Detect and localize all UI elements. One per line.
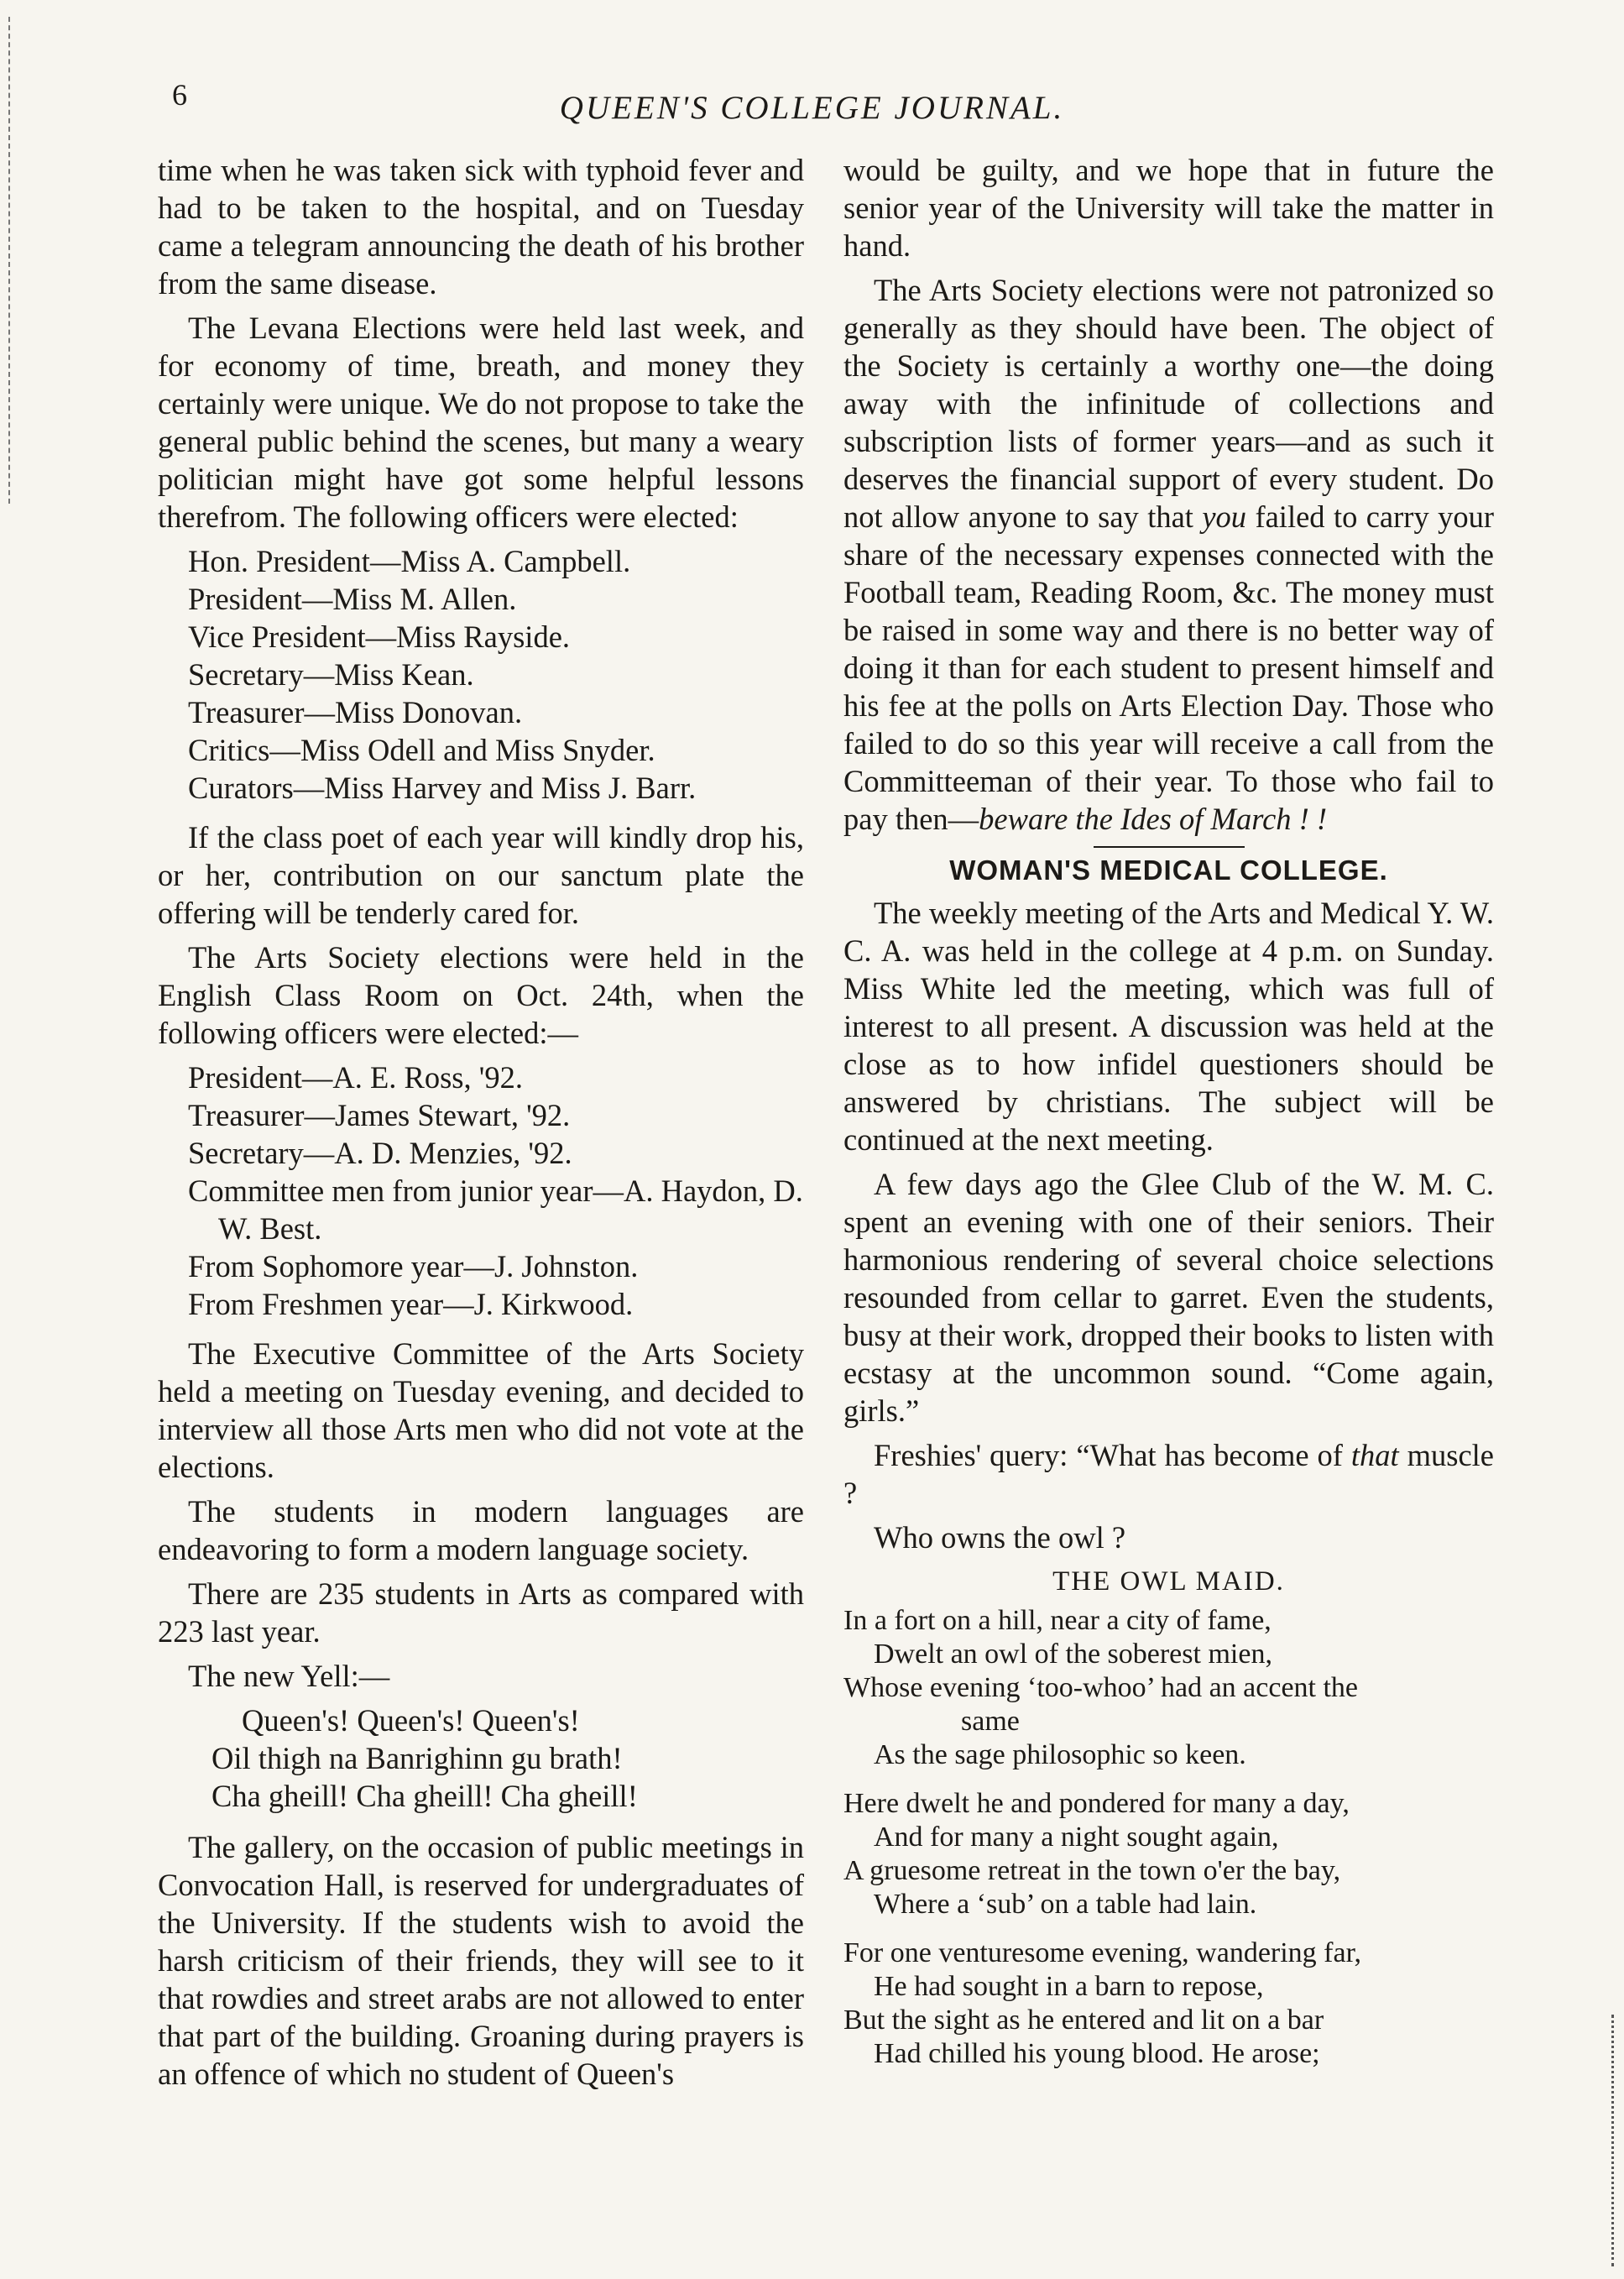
list-item: Hon. President—Miss A. Campbell. [188,544,631,578]
paragraph-arts-society [843,271,1494,838]
paragraph-freshies-query [843,1436,1494,1512]
poem-line: For one venturesome evening, wandering far, [843,1937,1362,1968]
scan-edge-marks-right [1605,2015,1614,2266]
poem-line: In a fort on a hill, near a city of fame, [843,1605,1272,1636]
list-item: From Sophomore year—J. Johnston. [188,1249,639,1283]
poem-line: A gruesome retreat in the town o'er the bay, [843,1855,1341,1886]
list-item: Secretary—Miss Kean. [188,657,474,692]
poem-stanza [843,1787,1494,1921]
list-item: Committee men from junior year—A. Haydon, D. W. Best. [188,1173,803,1246]
yell-verse [158,1701,804,1815]
text-run: muscle ? [843,1438,1494,1510]
yell-line: Queen's! Queen's! Queen's! [242,1703,580,1738]
poem-line: Had chilled his young blood. He arose; [874,2038,1320,2069]
poem-line: Here dwelt he and pondered for many a day, [843,1788,1350,1819]
running-head: QUEEN'S COLLEGE JOURNAL. [559,90,1065,126]
paragraph-glee-club: A few days ago the Glee Club of the W. M. C. spent an evening with one of their seniors. Their harmonious rendering of several choice selections resounded from cellar to garret. Even the students, busy at their work, dropped their books to listen with ecstasy at the uncommon sound. “Come again, girls.” [843,1167,1494,1428]
arts-officers-list [158,1058,804,1323]
section-divider [1094,846,1245,848]
poem-line: He had sought in a barn to repose, [874,1971,1264,2002]
text-run-italic: beware the Ides of March ! ! [979,802,1328,836]
list-item: Vice President—Miss Rayside. [188,619,571,654]
list-item: Secretary—A. D. Menzies, '92. [188,1136,572,1170]
paragraph-executive-committee: The Executive Committee of the Arts Society held a meeting on Tuesday evening, and decided to interview all those Arts men who did not vote at the elections. [158,1336,804,1484]
paragraph-student-count: There are 235 students in Arts as compared with 223 last year. [158,1576,804,1649]
left-column [158,151,804,2099]
text-run-italic: that [1350,1438,1399,1472]
list-item: President—A. E. Ross, '92. [188,1060,523,1095]
poem-title: THE OWL MAID. [1052,1566,1285,1597]
paragraph-class-poet: If the class poet of each year will kindly drop his, or her, contribution on our sanctum plate the offering will be tenderly cared for. [158,820,804,930]
text-run: The Arts Society elections were not patronized so generally as they should have been. The object of the Society is certainly a worthy one—the doing away with the infinitude of collections and subscription lists of former years—and as such it deserves the financial support of every student. Do not allow anyone to say that [843,273,1494,534]
paragraph-levana-elections: The Levana Elections were held last week, and for economy of time, breath, and money they certainly were unique. We do not propose to take the general public behind the scenes, but many a weary politician might have got some helpful lessons therefrom. The following officers were elected: [158,311,804,534]
poem-stanza [843,1937,1494,2071]
poem-line: Where a ‘sub’ on a table had lain. [874,1889,1257,1920]
list-item: From Freshmen year—J. Kirkwood. [188,1287,634,1321]
poem-line: And for many a night sought again, [874,1822,1279,1853]
paragraph-modern-languages: The students in modern languages are endeavoring to form a modern language society. [158,1494,804,1566]
list-item: Curators—Miss Harvey and Miss J. Barr. [188,771,697,805]
poem-line: As the sage philosophic so keen. [874,1739,1246,1770]
page-number: 6 [172,78,187,112]
text-run: failed to carry your share of the necessary expenses connected with the Football team, Reading Room, &c. The money must be raised in some way and there is no better way of doing it than for each student to present himself and his fee at the polls on Arts Election Day. Those who failed to do so this year will receive a call from the Committeeman of their year. To those who fail to pay then— [843,499,1495,836]
poem-line: Whose evening ‘too-whoo’ had an accent the [843,1672,1359,1703]
yell-line: Cha gheill! Cha gheill! Cha gheill! [211,1779,638,1813]
right-column [843,151,1494,2086]
paragraph-new-yell: The new Yell:— [188,1659,390,1693]
list-item: Critics—Miss Odell and Miss Snyder. [188,733,655,767]
text-run-italic: you [1202,499,1247,534]
poem-line: same [961,1706,1020,1737]
paragraph-arts-elections: The Arts Society elections were held in the English Class Room on Oct. 24th, when the following officers were elected:— [158,940,804,1050]
paragraph-gallery: The gallery, on the occasion of public meetings in Convocation Hall, is reserved for undergraduates of the University. If the students wish to avoid the harsh criticism of their friends, they will see to it that rowdies and street arabs are not allowed to enter that part of the building. Groaning during prayers is an offence of which no student of Queen's [158,1830,804,2091]
levana-officers-list [158,542,804,807]
poem-stanza [843,1604,1494,1772]
paragraph-ywca-meeting: The weekly meeting of the Arts and Medical Y. W. C. A. was held in the college at 4 p.m. on Sunday. Miss White led the meeting, which was full of interest to all present. A discussion was held at the close as to how infidel questioners should be answered by christians. The subject will be continued at the next meeting. [843,896,1494,1157]
list-item: Treasurer—Miss Donovan. [188,695,523,729]
poem [843,1604,1494,2071]
poem-line: But the sight as he entered and lit on a bar [843,2005,1324,2036]
paragraph: would be guilty, and we hope that in future the senior year of the University will take the matter in hand. [843,153,1494,263]
paragraph-owl-question: Who owns the owl ? [874,1520,1126,1555]
section-heading: WOMAN'S MEDICAL COLLEGE. [949,855,1388,886]
list-item: President—Miss M. Allen. [188,582,517,616]
text-run: Freshies' query: “What has become of [874,1438,1351,1472]
poem-line: Dwelt an owl of the soberest mien, [874,1639,1272,1670]
yell-line: Oil thigh na Banrighinn gu brath! [211,1741,623,1775]
paragraph: time when he was taken sick with typhoid fever and had to be taken to the hospital, and on Tuesday came a telegram announcing the death of his brother from the same disease. [158,153,804,301]
list-item: Treasurer—James Stewart, '92. [188,1098,571,1132]
